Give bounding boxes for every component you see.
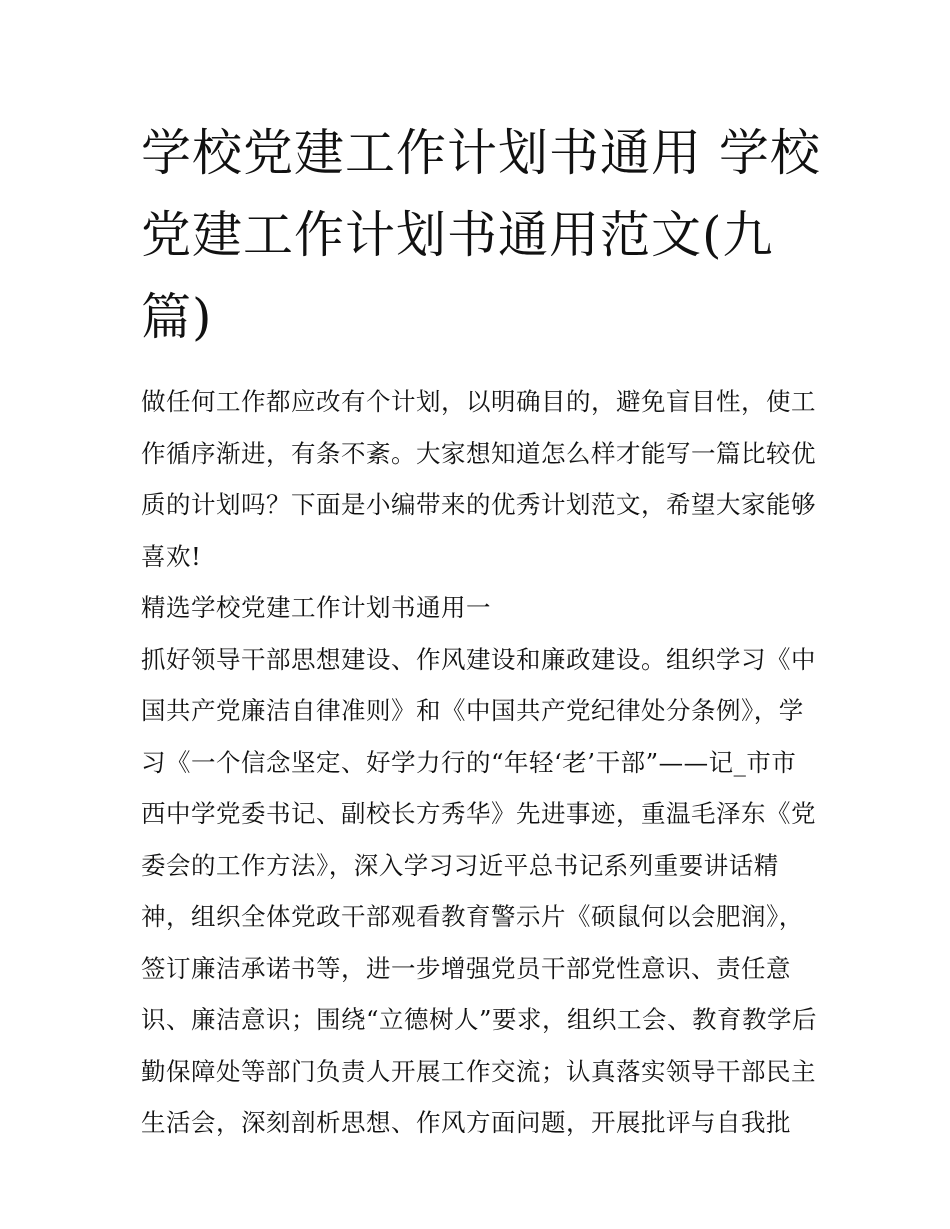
section-body-line: 习《一个信念坚定、好学力行的“年轻‘老’干部”——记_市市 [141,747,797,777]
section-body-line: 签订廉洁承诺书等，进一步增强党员干部党性意识、责任意 [141,953,791,983]
document-title [141,112,821,358]
title-line: 篇) [141,288,213,346]
section-body-line: 西中学党委书记、副校长方秀华》先进事迹，重温毛泽东《党 [141,799,816,828]
section-body-line: 勤保障处等部门负责人开展工作交流；认真落实领导干部民主 [141,1056,816,1086]
section-body-line: 抓好领导干部思想建设、作风建设和廉政建设。组织学习《中 [141,644,816,674]
section-body-line: 识、廉洁意识；围绕“立德树人”要求，组织工会、教育教学后 [141,1005,818,1034]
title-line: 学校党建工作计划书通用 学校 [141,124,821,182]
title-line: 党建工作计划书通用范文(九 [141,206,774,264]
intro-line: 做任何工作都应改有个计划，以明确目的，避免盲目性，使工 [141,387,816,416]
section-body-line: 国共产党廉洁自律准则》和《中国共产党纪律处分条例》，学 [141,696,804,725]
intro-line: 喜欢! [141,541,202,571]
document-body [141,376,818,1149]
intro-line: 作循序渐进，有条不紊。大家想知道怎么样才能写一篇比较优 [141,438,816,468]
section-heading: 精选学校党建工作计划书通用一 [141,593,491,622]
section-body-line: 生活会，深刻剖析思想、作风方面问题，开展批评与自我批 [141,1108,791,1137]
document-page [141,112,821,1149]
intro-line: 质的计划吗？下面是小编带来的优秀计划范文，希望大家能够 [141,490,816,519]
section-body-line: 神，组织全体党政干部观看教育警示片《硕鼠何以会肥润》， [141,902,804,931]
section-body-line: 委会的工作方法》，深入学习习近平总书记系列重要讲话精 [141,850,779,880]
